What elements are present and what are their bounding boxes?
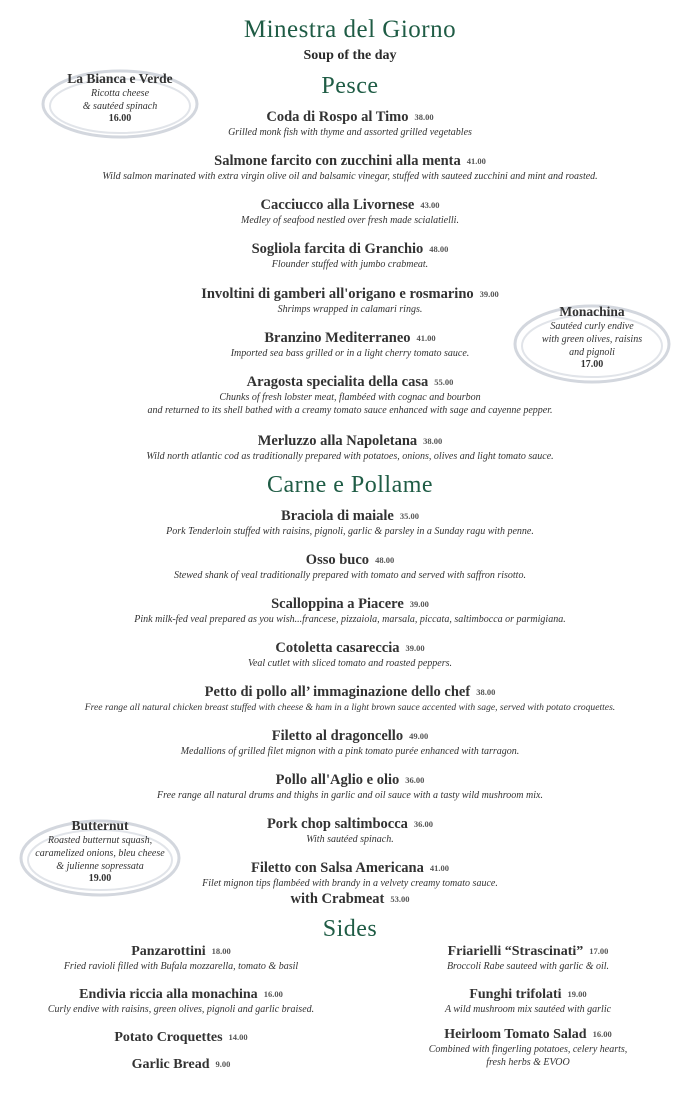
item-name: Pork chop saltimbocca [266,816,408,832]
item-name: Filetto con Salsa Americana [251,860,424,876]
bubble-desc: Ricotta cheese [90,88,150,99]
item-desc: Medallions of grilled filet mignon with a pink tomato purée enhanced with tarragon. [180,746,520,757]
item-name: Garlic Bread [131,1057,210,1072]
item-price: 41.00 [416,333,436,343]
item-price: 16.00 [592,1029,612,1039]
item-name: Coda di Rospo al Timo [266,109,409,125]
item-desc: Pork Tenderloin stuffed with raisins, pignoli, garlic & parsley in a Sunday ragu with penne. [166,526,534,537]
bubble-desc: & julienne sopressata [56,861,144,872]
item-name: Funghi trifolati [469,987,562,1002]
item-name: Branzino Mediterraneo [264,330,411,346]
side-item [0,1028,362,1046]
item-price: 36.00 [405,775,425,785]
bubble-price: 17.00 [580,359,604,370]
item-name: Pollo all'Aglio e olio [275,772,400,788]
item-desc: Shrimps wrapped in calamari rings. [277,304,423,315]
menu-item [0,152,700,183]
item-name: Braciola di maiale [281,508,394,524]
item-price: 19.00 [567,989,587,999]
item-name: Cotoletta casareccia [275,640,400,656]
section-carne-title: Carne e Pollame [266,472,434,498]
item-desc: Free range all natural drums and thighs in garlic and oil sauce with a tasty wild mushroom mix. [157,790,543,801]
item-price: 49.00 [409,731,429,741]
item-price: 48.00 [375,555,395,565]
item-price: 55.00 [434,377,454,387]
bubble-price: 16.00 [108,113,132,124]
item-price: 48.00 [429,244,449,254]
side-item [0,942,362,973]
bubble-desc: & sautéed spinach [82,101,158,112]
item-name: Salmone farcito con zucchini alla menta [214,153,461,169]
bubble-name: La Bianca e Verde [67,71,173,86]
item-name: Involtini di gamberi all'origano e rosmarino [201,286,474,302]
item-name: Cacciucco alla Livornese [260,197,415,213]
menu-item [0,196,700,227]
item-desc: Curly endive with raisins, green olives, pignoli and garlic braised. [47,1004,315,1015]
item-extra-price: 53.00 [390,894,410,904]
menu-item [0,432,700,463]
item-name: Panzarottini [131,944,206,959]
item-price: 18.00 [211,946,231,956]
item-desc: Wild salmon marinated with extra virgin olive oil and balsamic vinegar, stuffed with sauteed zucchini and mint and roasted. [102,171,598,182]
item-desc: Pink milk-fed veal prepared as you wish...francese, pizzaiola, marsala, piccata, saltimbocca or parmigiana. [134,614,566,625]
item-price: 38.00 [414,112,434,122]
item-desc: Flounder stuffed with jumbo crabmeat. [271,259,429,270]
menu-item [0,771,700,802]
item-desc: Wild north atlantic cod as traditionally prepared with potatoes, onions, olives and light tomato sauce. [146,451,554,462]
item-price: 38.00 [476,687,496,697]
item-name: Scalloppina a Piacere [271,596,404,612]
item-name: Aragosta specialita della casa [246,374,429,390]
item-price: 16.00 [263,989,283,999]
item-name: Filetto al dragoncello [271,728,404,744]
item-name: Osso buco [305,552,370,568]
bubble-desc: Roasted butternut squash, [47,835,153,846]
item-name: Potato Croquettes [114,1030,223,1045]
item-price: 41.00 [429,863,449,873]
bubble-name: Monachina [559,304,625,319]
item-desc: Combined with fingerling potatoes, celery hearts, [428,1044,628,1055]
menu-item [0,639,700,670]
item-desc: With sautéed spinach. [306,834,394,845]
item-name: Merluzzo alla Napoletana [257,433,418,449]
item-desc-line2: and returned to its shell bathed with a creamy tomato sauce enhanced with sage and cayenne pepper. [147,405,553,416]
item-name: Friarielli “Strascinati” [447,944,584,959]
menu-item [0,507,700,538]
item-extra: with Crabmeat [290,891,385,907]
side-item [370,942,686,973]
item-price: 41.00 [466,156,486,166]
menu-item [0,551,700,582]
item-desc: Grilled monk fish with thyme and assorted grilled vegetables [228,127,472,138]
bubble-desc: with green olives, raisins [541,334,643,345]
item-price: 9.00 [215,1059,231,1069]
item-desc: A wild mushroom mix sautéed with garlic [444,1004,612,1015]
item-price: 35.00 [399,511,419,521]
side-item [0,1055,362,1073]
item-name: Sogliola farcita di Granchio [251,241,424,257]
item-price: 17.00 [589,946,609,956]
side-item [0,985,362,1016]
special-bubble-butternut [18,814,182,898]
bubble-price: 19.00 [88,873,112,884]
item-name: Heirloom Tomato Salad [444,1027,587,1042]
soup-subtitle: Soup of the day [303,48,397,63]
special-bubble-monachina [512,300,672,386]
item-price: 39.00 [405,643,425,653]
item-price: 38.00 [423,436,443,446]
item-price: 39.00 [479,289,499,299]
item-price: 36.00 [413,819,434,829]
menu-item [0,683,700,714]
menu-item [0,595,700,626]
item-desc: Veal cutlet with sliced tomato and roasted peppers. [247,658,453,669]
side-item [370,985,686,1016]
item-desc-line2: fresh herbs & EVOO [486,1057,570,1068]
item-name: Endivia riccia alla monachina [79,987,258,1002]
item-desc: Medley of seafood nestled over fresh made scialatielli. [241,215,459,226]
bubble-desc: caramelized onions, bleu cheese [35,848,165,859]
bubble-desc: and pignoli [569,347,615,358]
item-desc: Imported sea bass grilled or in a light cherry tomato sauce. [230,348,470,359]
bubble-name: Butternut [71,818,129,833]
item-desc: Stewed shank of veal traditionally prepared with tomato and served with saffron risotto. [174,570,526,581]
soup-title: Minestra del Giorno [243,16,457,43]
special-bubble-bianca [40,66,200,140]
item-name: Petto di pollo all’ immaginazione dello chef [204,684,471,700]
item-price: 39.00 [409,599,429,609]
menu-item [0,240,700,271]
item-price: 14.00 [228,1032,248,1042]
item-desc: Free range all natural chicken breast stuffed with cheese & ham in a light brown sauce accented with sage, served with potato croquettes. [84,702,616,713]
item-price: 43.00 [420,200,440,210]
item-desc: Filet mignon tips flambéed with brandy in a velvety creamy tomato sauce. [202,878,498,889]
item-desc: Broccoli Rabe sauteed with garlic & oil. [446,961,610,972]
menu-item [0,727,700,758]
section-pesce-title: Pesce [321,73,379,99]
item-desc: Fried ravioli filled with Bufala mozzarella, tomato & basil [63,961,299,972]
bubble-desc: Sautéed curly endive [550,321,634,332]
side-item [370,1025,686,1069]
section-sides-title: Sides [322,916,378,942]
item-desc: Chunks of fresh lobster meat, flambéed with cognac and bourbon [219,392,481,403]
